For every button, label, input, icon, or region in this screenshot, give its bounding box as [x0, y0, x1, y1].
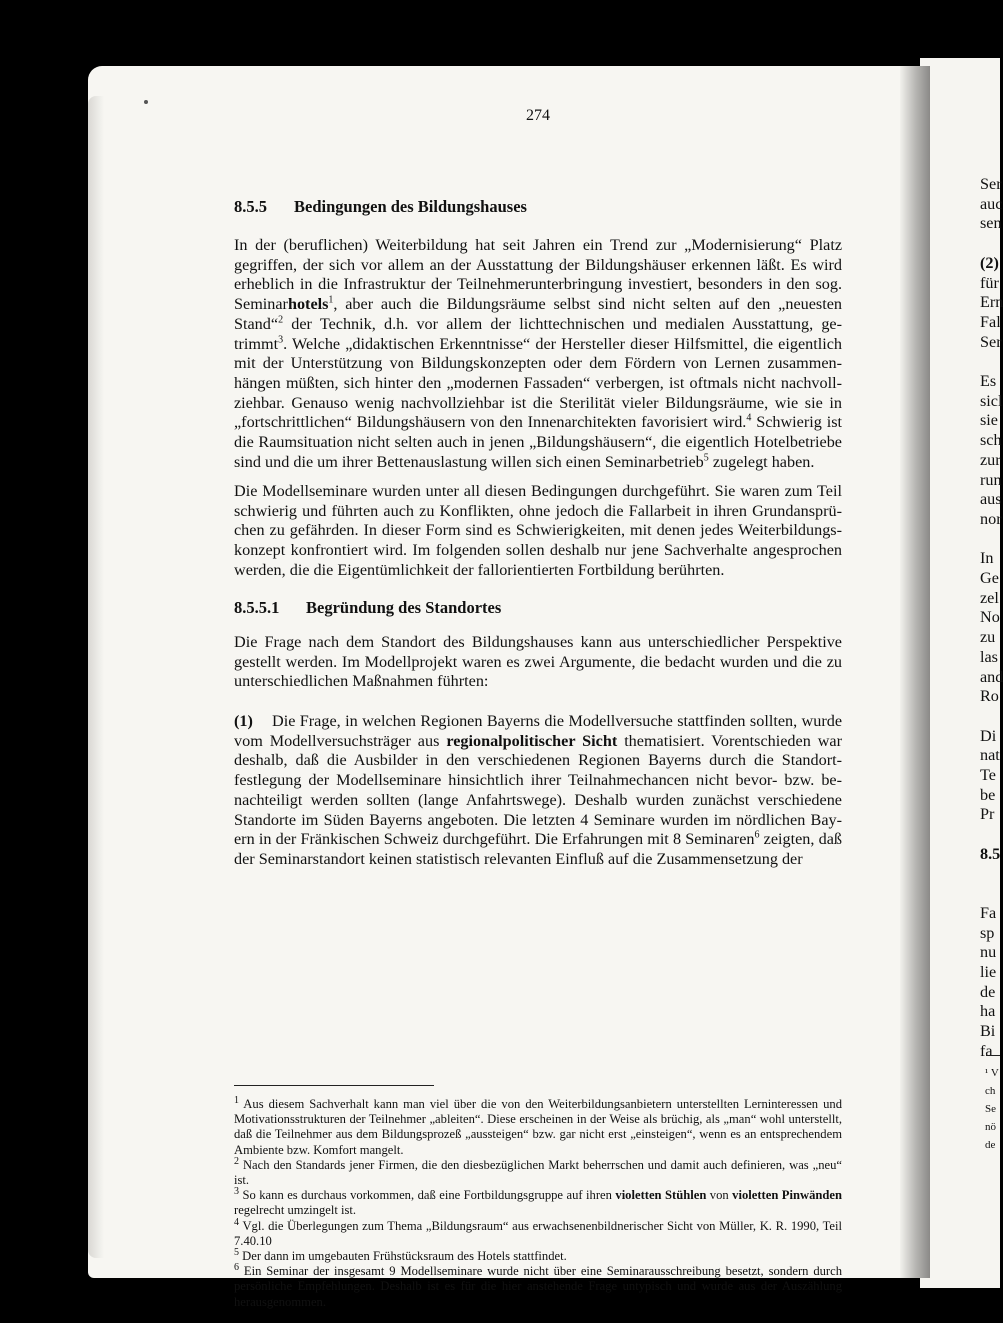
text-run: , aber auch die Bildungsräume selbst sind nicht selten auf den „neuesten Stand“	[234, 295, 842, 333]
speck-mark	[144, 100, 148, 104]
footnote-number: 5	[234, 1246, 239, 1258]
right-page-fragment: Fal	[980, 312, 1001, 331]
footnote-ref: 4	[746, 412, 752, 424]
footnote-ref: 3	[278, 334, 284, 346]
bold-text: hotels	[287, 295, 329, 314]
right-page-fragment: Ro	[980, 687, 999, 706]
footnote-number: 4	[234, 1216, 239, 1228]
right-page-fragment: sp	[980, 923, 995, 942]
footnote-ref: 6	[754, 829, 760, 841]
footnote-text: So kann es durchaus vorkommen, daß eine Fortbildungsgruppe auf ihren	[242, 1188, 616, 1203]
right-page-fragment: Ser	[980, 332, 1002, 351]
footnote-3	[234, 1188, 842, 1218]
text-run: zeigten, daß der Seminarstandort keinen statistisch relevanten Einfluß auf die Zusammensetzung der	[234, 830, 842, 868]
text-run: der Technik, d.h. vor allem der lichttechnischen und medialen Ausstattung, getrimmt	[234, 314, 842, 353]
right-page-fragment: No	[980, 608, 1000, 627]
paragraph-1	[234, 236, 842, 472]
right-page-fragment: run	[980, 470, 1002, 489]
text-run: zugelegt haben.	[708, 452, 815, 471]
right-page-fragment: zur	[980, 450, 1001, 469]
footnote-ref: 2	[278, 314, 284, 326]
right-page-fragment: Ser	[980, 175, 1002, 193]
paragraph-2: Die Modellseminare wurden unter all diesen Bedingungen durchgeführt. Sie waren zum Teil schwierig und führten auch zu Konflikten, ohne jedoch die Fallarbeit in ihren Grundansprüchen zu gefährden. In dieser Form sind es Schwierigkeiten, mit denen jedes Weiterbildungskonzept konfrontiert wird. Im folgenden sollen deshalb nur jene Sachverhalte angesprochen werden, die die Eigentümlichkeit der fallorientierten Fortbildung berührten.	[234, 482, 842, 579]
right-page-fragment: be	[980, 785, 996, 804]
footnotes	[234, 1094, 843, 1310]
right-footnote-fragment: nö	[985, 1121, 996, 1133]
right-page-fragment: zu	[980, 628, 996, 647]
right-page-fragment: sch	[980, 431, 1002, 450]
footnote-number: 6	[234, 1262, 239, 1274]
footnote-text: regelrecht umzingelt ist.	[234, 1203, 357, 1218]
right-page-fragment: In	[980, 549, 994, 568]
footnote-rule	[234, 1085, 434, 1086]
subsection-heading	[234, 598, 501, 618]
right-page-fragment: Te	[980, 766, 996, 784]
bold-text: regionalpolitischer Sicht	[446, 731, 618, 750]
right-page-fragment: zel	[980, 588, 999, 607]
right-page-fragment: de	[980, 982, 996, 1001]
bold-text: violetten Pinwänden	[732, 1188, 842, 1203]
right-page-fragment: Fa	[980, 903, 997, 922]
footnote-number: 1	[234, 1094, 239, 1106]
right-page-fragment: Bi	[980, 1022, 996, 1041]
right-footnote-fragment: de	[985, 1139, 996, 1151]
footnote-text: Vgl. die Überlegungen zum Thema „Bildungsraum“ aus erwachsenenbildnerischer Sicht von Müller, K. R. 1990, Teil 7.40.10	[234, 1218, 842, 1248]
right-page-fragment: Di	[980, 726, 997, 745]
section-number: 8.5.5	[234, 197, 267, 216]
footnote-text: Nach den Standards jener Firmen, die den diesbezüglichen Markt beherrschen und damit auch definieren, was „neu“ ist.	[234, 1157, 843, 1188]
right-page-fragment: sen	[980, 214, 1002, 233]
section-heading	[234, 197, 527, 217]
right-page-fragment: aus	[980, 490, 1002, 509]
right-page-fragment: ha	[980, 1002, 996, 1021]
bold-text: violetten Stühlen	[615, 1188, 707, 1203]
right-page-fragment: and	[980, 667, 1003, 686]
paragraph-4	[234, 712, 842, 870]
right-page-fragment: 8.5	[980, 844, 1001, 863]
right-page-fragment: sie	[980, 411, 998, 430]
footnote-2	[234, 1155, 843, 1188]
footnote-1	[234, 1094, 842, 1158]
footnote-text: Ein Seminar der insgesamt 9 Modellseminare wurde nicht über eine Seminarausschreibung besetzt, sondern durch persönliche Empfehlungen. Deshalb ist es für die hier anstehende Frage untypisch und wurde aus der Auszählung herausgenommen.	[234, 1264, 842, 1309]
right-page-fragment: nor	[980, 509, 1002, 528]
right-footnote-rule	[986, 1055, 1000, 1056]
right-page-fragment: Ge	[980, 569, 999, 587]
right-page-fragment: auc	[980, 194, 1003, 213]
text-run: thematisiert. Vorentschieden war deshalb, daß die Ausbilder in den verschiedenen Regionen Bayerns durch die Standortfestlegung der Modellseminare hinsichtlich ihrer Teilnahmechancen nicht bevor- bzw. benachteiligt werden sollten (lange Anfahrtswege). Deshalb wurden zunächst verschiedene Standorte im Süden Bayerns angeboten. Die letzten 4 Seminare wurden im nördlichen Bayern in der Fränkischen Schweiz durchgeführt. Die Erfahrungen mit 8 Seminaren	[234, 731, 842, 849]
footnote-text: Aus diesem Sachverhalt kann man viel über die von den Weiterbildungsanbietern unterstellten Lerninteressen und Motivationsstrukturen der Teilnehmer „ableiten“. Diese erscheinen in der Weise als brüchig, als „man“ wohl unterstellt, daß die Teilnehmer aus dem Bildungsprozeß „aussteigen“ bzw. gar nicht erst „einsteigen“, wenn es an entsprechendem Ambiente bzw. Komfort mangelt.	[234, 1097, 842, 1157]
footnote-ref: 1	[328, 294, 334, 306]
item-label: (1)	[234, 712, 253, 730]
right-page-fragment: sicl	[980, 391, 1003, 410]
right-page-fragment: (2)	[980, 253, 999, 272]
section-title: Bedingungen des Bildungshauses	[294, 197, 527, 216]
paragraph-3: Die Frage nach dem Standort des Bildungshauses kann aus unterschiedlicher Perspektive gestellt werden. Im Modellprojekt waren es zwei Argumente, die bedacht wurden und die zu unterschiedlichen Maßnahmen führten:	[234, 633, 842, 691]
right-footnote-fragment: ch	[985, 1085, 996, 1097]
right-page-fragment: Ern	[980, 293, 1003, 312]
subsection-number: 8.5.5.1	[234, 598, 280, 617]
page-number: 274	[526, 107, 550, 124]
footnote-number: 2	[234, 1155, 239, 1167]
footnote-number: 3	[234, 1186, 239, 1198]
footnote-4	[234, 1216, 842, 1249]
right-page-fragment: nat	[980, 746, 1000, 765]
book-gutter	[900, 66, 930, 1278]
right-footnote-fragment: ¹ V	[985, 1067, 999, 1079]
footnote-text: von	[706, 1188, 733, 1203]
footnote-text: Der dann im umgebauten Frühstücksraum des Hotels stattfindet.	[242, 1249, 567, 1264]
footnote-ref: 5	[703, 452, 709, 464]
right-page-fragment: las	[980, 647, 998, 666]
right-page-fragment: lie	[980, 963, 997, 981]
right-footnote-fragment: Se	[985, 1103, 996, 1115]
right-page-fragment: nu	[980, 943, 997, 962]
text-run: In der (beruflichen) Weiterbildung hat seit Jahren ein Trend zur „Modernisierung“ Platz gegriffen, der sich vor allem an der Ausstattung der Bildungshäuser erkennen läßt. Es wird erheblich in die Infrastruktur der Teilnehmerunterbringung investiert, besonders in den sog. Seminar	[234, 236, 842, 314]
footnote-6	[234, 1264, 842, 1310]
subsection-title: Begründung des Standortes	[306, 598, 502, 617]
right-page-fragment: für	[980, 273, 999, 292]
right-page-fragment: Pr	[980, 805, 995, 824]
footnote-5	[234, 1246, 842, 1264]
text-run: Die Frage, in welchen Regionen Bayerns die Modellversuche stattfinden sollten, wurde vom Modellversuchsträger aus	[234, 712, 842, 750]
text-run: Schwierig ist die Raumsituation nicht selten auch in jenen „Bildungshäusern“, die eigentlich Hotelbetriebe sind und die um ihrer Bettenauslastung willen sich einen Seminarbetrieb	[234, 413, 842, 471]
right-page-fragment: fa	[980, 1041, 993, 1060]
right-page-fragment: Es	[980, 372, 997, 390]
text-run: . Welche „didaktischen Erkenntnisse“ der Hersteller dieser Hilfsmittel, die eigentlich mit der Unterstützung von Bildungskonzepten oder dem Fördern von Lernen zusammenhängen müßten, sich hinter den „modernen Fassaden“ verbergen, ist oftmals nicht nachvollziehbar. Genauso wenig nachvollziehbar ist die Sterilität vieler Bildungsräume, wie sie in „fortschrittlichen“ Bildungshäusern von den Innenarchitekten favorisiert wird.	[234, 334, 842, 432]
